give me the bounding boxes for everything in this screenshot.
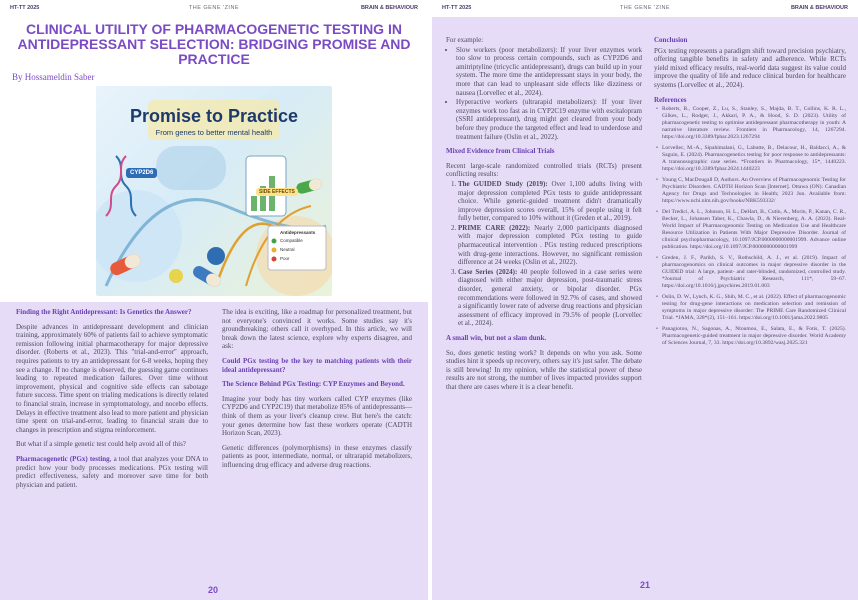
panel-item: Poor xyxy=(280,256,290,261)
left-page xyxy=(0,0,428,600)
trial-name: Case Series (2024): xyxy=(458,267,518,276)
article-title: CLINICAL UTILITY OF PHARMACOGENETIC TESTING IN ANTIDEPRESSANT SELECTION: BRIDGING PROMISE AND PRACTICE xyxy=(17,21,411,67)
author-byline: By Hossameldin Saber xyxy=(12,72,95,82)
right-column-1 xyxy=(446,36,642,398)
left-column-2 xyxy=(222,308,412,476)
trial-name: PRIME CARE (2022): xyxy=(458,223,531,232)
magazine-name: THE GENE 'ZINE xyxy=(619,5,671,11)
section-label: BRAIN & BEHAVIOUR xyxy=(360,5,418,11)
running-header xyxy=(432,0,858,17)
left-column-1 xyxy=(16,308,208,495)
section-label: BRAIN & BEHAVIOUR xyxy=(790,5,848,11)
section-heading: Mixed Evidence from Clinical Trials xyxy=(446,147,555,156)
trials-list xyxy=(446,180,642,328)
section-heading: Conclusion xyxy=(654,36,688,44)
reference-item: • Panagiotou, N., Sagonas, A., Ntoumou, E., Salata, E., & Fotis, T. (2025). Pharmacogenetic-guided treatment in major depressive disorder. World Academy of Sciences Journal, 7, 33. https://doi.org/10.3892/wasj.2025.321 xyxy=(662,326,846,347)
paragraph: But what if a simple genetic test could help avoid all of this? xyxy=(16,440,186,449)
list-item: • Slow workers (poor metabolizers): If your liver enzymes work too slow to process certain compounds, such as CYP2D6 and amitriptyline (tricyclic antidepressant), drugs can build up in your system. The more time the antidepressant stays in your body, the more that can lead to unpleasant side effects like dizziness or nausea (Lorvellec et al., 2024). xyxy=(456,46,642,98)
list-item: • Hyperactive workers (ultrarapid metabolizers): If your liver enzymes work too fast as in CYP2C19 enzyme with escitalopram (SSRI antidepressant), drug might get cleared from your body before they produce the targeted effect and lead to underdose and treatment failure (Oslin et al., 2022). xyxy=(456,98,642,141)
list-item xyxy=(458,268,642,328)
side-effects-tag: SIDE EFFECTS xyxy=(256,188,298,196)
panel-item: Neutral xyxy=(280,247,295,252)
section-heading: Finding the Right Antidepressant: Is Genetics the Answer? xyxy=(16,308,192,316)
paragraph: For example: xyxy=(446,36,484,44)
metabolizer-list xyxy=(446,46,642,142)
paragraph: So, does genetic testing work? It depends on who you ask. Some studies hint it speeds up recovery, others say it's just safer. The debate is still brewing! In my opinion, while the statistical power of these results are not strong, the number of lives impacted provides support that there are cases where it is a clear benefit. xyxy=(446,348,642,391)
right-column-2 xyxy=(654,36,846,353)
paragraph: Recent large-scale randomized controlled trials (RCTs) present conflicting results: xyxy=(446,161,642,179)
list-item xyxy=(458,224,642,267)
paragraph: Imagine your body has tiny workers called CYP enzymes (like CYP2D6 and CYP2C19) that metabolize 85% of antidepressants—think of them as your liver's cleanup crew. But here's the catch: your genes determine how fast these workers operate (CADTH Horizon Scan, 2023). xyxy=(222,394,412,438)
paragraph: The idea is exciting, like a roadmap for personalized treatment, but not everyone's convinced it works. Some studies say it's groundbreaking; others call it overhyped. In this article, we will break down the latest science, explore why experts disagree, and ask: xyxy=(222,308,412,351)
running-header xyxy=(6,5,422,17)
term-bold: Pharmacogenetic (PGx) testing xyxy=(16,454,110,463)
trial-text: Nearly 2,000 participants diagnosed with major depression completed PGx testing to guide pharmaceutical intervention . PGx testing reduced prescriptions with drug-gene interactions. However, no significant remission difference at 24 weeks (Oslin et al., 2022). xyxy=(458,223,642,267)
question-heading: Could PGx testing be the key to matching patients with their ideal antidepressant? xyxy=(222,356,412,374)
trial-text: 40 people followed in a case series were diagnosed with either major depression, post-traumatic stress disorder, general anxiety, or bipolar disorder. PGx recommendations were followed in 92.7% of cases, and showed a significantly lower rate of adverse drug reactions and physician assessment of efficacy improved in 79.5% of people (Lorvellec et al., 2024). xyxy=(458,267,642,328)
paragraph: Despite advances in antidepressant development and clinician training, approximately 60% of patients fail to achieve symptomatic remission following initial pharmacotherapy for major depressive disorder. (Roberts et al., 2023). This "trial-and-error" approach, requires patients to try an antidepressant for 6-8 weeks, hoping they see a change. If no change is observed, the guessing game continues leading to repeated medication failures. Over time without improvement, physical and cognitive side effects can sabotage future success. Time spent on trialing medications is directly related to financial strain, increase in symptomatology, and nocebo effects. Delays in effective treatment also lead to more patient and physician time spent on trial-and-error, leading to financial strain due to changes in prescription and stigma reinforcement. xyxy=(16,322,208,434)
section-heading: The Science Behind PGx Testing: CYP Enzymes and Beyond. xyxy=(222,380,405,389)
hero-illustration xyxy=(96,86,332,296)
reference-item: • Greden, J. F., Parikh, S. V., Rothschild, A. J., et al. (2019). Impact of pharmacogenomics on clinical outcomes in major depressive disorder in the GUIDED trial: A large, patient- and rater-blinded, randomized, controlled study. *Journal of Psychiatric Research, 111*, 59–67. https://doi.org/10.1016/j.jpsychires.2019.01.003 xyxy=(662,255,846,290)
trial-name: The GUIDED Study (2019): xyxy=(458,179,548,188)
page-number: 20 xyxy=(208,585,219,595)
reference-item: • Oslin, D. W., Lynch, K. G., Shih, M. C., et al. (2022). Effect of pharmacogenomic testing for drug-gene interactions on medication selection and remission of symptoms in major depressive disorder: The PRIME Care Randomized Clinical Trial. *JAMA, 328*(2), 151–161. https://doi.org/10.1001/jama.2022.9805 xyxy=(662,294,846,322)
references-heading: References xyxy=(654,95,687,104)
magazine-name: THE GENE 'ZINE xyxy=(188,5,240,11)
right-page xyxy=(432,0,858,600)
paragraph: Genetic differences (polymorphisms) in these enzymes classify patients as poor, intermediate, normal, or ultrarapid metabolizers, influencing drug efficacy and adverse drug reactions. xyxy=(222,443,412,469)
paragraph xyxy=(16,455,208,489)
hero-subtitle: From genes to better mental health xyxy=(155,128,273,137)
reference-item: • Roberts, B., Cooper, Z., Lu, S., Stanley, S., Majda, B. T., Collins, K. R. L., Gilkes, L., Rodger, J., Akkari, P. A., & Hood, S. D. (2023). Utility of pharmacogenetic testing to optimise antidepressant pharmacotherapy in youth: A narrative literature review. Frontiers in Pharmacology, 14, 1267294. https://doi.org/10.3389/fphar.2023.1267294 xyxy=(662,106,846,141)
page-number: 21 xyxy=(640,580,651,590)
reference-item: • Del Tredici, A. L., Johnson, H. L., DeHart, B., Cutin, A., Morin, P., Kanan, C. R., Becker, L., Johansen Taber, K., Chawla, D., & Nierenberg, A. A. (2023). Real-World Impact of Pharmacogenomic Testing on Medication Use and Healthcare Resource Utilization in Patients With Major Depressive Disorder. Journal of clinical psychopharmacology, 10.1097/JCP.0000000000001999. Advance online publication. https://doi.org/10.1097/JCP.0000000000001999 xyxy=(662,209,846,251)
trial-text: Over 1,100 adults living with major depression completed PGx tests to guide antidepressant choice. While genetic-guided treatment didn't dramatically improve depression scores overall, 15% of people using it felt fully better, compared to 10% without it (Greden et al., 2019). xyxy=(458,179,642,223)
reference-item: • Young C, MacDougall D, Authors. An Overview of Pharmacogenomic Testing for Psychiatric Disorders. CADTH Horizon Scan [Internet]. Ottawa (ON): Canadian Agency for Drugs and Technologies in Health; 2023 Jun. Available from: https://www.ncbi.nlm.nih.gov/books/NBK593332/ xyxy=(662,177,846,205)
reference-list xyxy=(654,106,846,347)
paragraph-text: , a tool that analyzes your DNA to predict how your body processes medications. PGx testing will predict effectiveness, safety and moreover save time for both physician and patient. xyxy=(16,454,208,489)
hero-title: Promise to Practice xyxy=(129,106,299,126)
list-item xyxy=(458,180,642,223)
section-heading: A small win, but not a slam dunk. xyxy=(446,334,547,342)
issue-label: HT-TT 2025 xyxy=(10,5,40,11)
issue-label: HT-TT 2025 xyxy=(442,5,472,11)
antidepressant-panel xyxy=(280,228,315,263)
paragraph: PGx testing represents a paradigm shift toward precision psychiatry, offering tangible benefits in safety and adherence. While RCTs yield mixed efficacy results, real-world data suggest its value could improve the quality of life and reduce clinical burden for healthcare systems (Lorvellec et al., 2024). xyxy=(654,46,846,89)
gene-tag: CYP2D6 xyxy=(126,168,157,178)
panel-title: Antidepressants xyxy=(280,230,316,235)
panel-item: Compatible xyxy=(280,238,303,243)
reference-item: • Lorvellec, M.-A., Sipahimalani, G., Labutte, B., Delacour, H., Baldacci, A., & Saguin, E. (2024). Pharmacogenetics testing for poor response to antidepressants: A transnosographic case series. *Frontiers in Pharmacology, 15*, 1440223. https://doi.org/10.3389/fphar.2024.1440223 xyxy=(662,145,846,173)
